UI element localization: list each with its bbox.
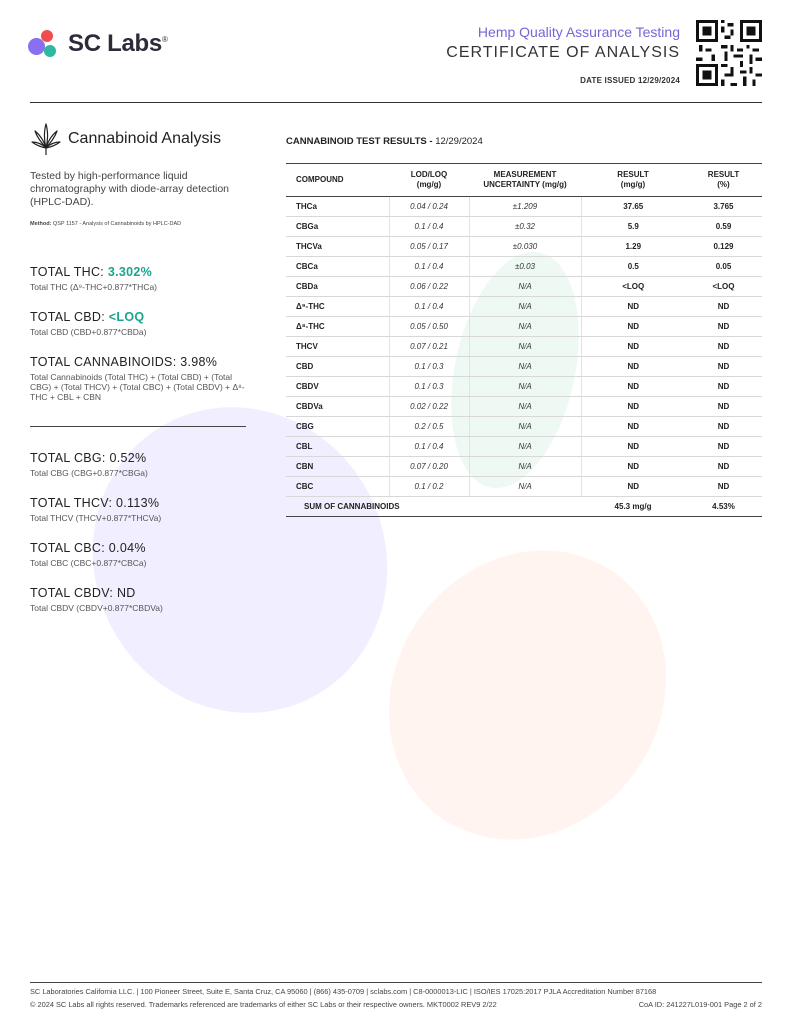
- table-row: [286, 357, 762, 377]
- total-cannabinoids: TOTAL CANNABINOIDS: 3.98%: [30, 355, 218, 369]
- method-line: Method: QSP 1157 - Analysis of Cannabinoids by HPLC-DAD: [30, 221, 182, 227]
- table-row: [286, 377, 762, 397]
- total-thcv-block: [30, 496, 252, 523]
- cell-lodloq: 0.05 / 0.50: [389, 317, 469, 337]
- results-title: CANNABINOID TEST RESULTS - 12/29/2024: [286, 136, 483, 147]
- logo-text: SC Labs®: [68, 30, 168, 57]
- table-row: [286, 237, 762, 257]
- cell-uncertainty: N/A: [469, 457, 581, 477]
- cell-pct: ND: [685, 297, 762, 317]
- total-cbdv-block: [30, 586, 252, 613]
- cell-compound: CBGa: [286, 217, 389, 237]
- total-thc: TOTAL THC: 3.302%: [30, 265, 153, 279]
- total-cannabinoids-note: Total Cannabinoids (Total THC) + (Total CBD) + (Total CBG) + (Total THCV) + (Total CBC) + (Total CBDV) + Δ⁸-THC + CBL + CBN: [30, 372, 245, 402]
- cell-lodloq: 0.2 / 0.5: [389, 417, 469, 437]
- section-heading: [30, 122, 252, 156]
- cell-lodloq: 0.05 / 0.17: [389, 237, 469, 257]
- cell-lodloq: 0.1 / 0.4: [389, 297, 469, 317]
- table-row: [286, 397, 762, 417]
- cell-mg: ND: [581, 377, 685, 397]
- cell-lodloq: 0.06 / 0.22: [389, 277, 469, 297]
- cell-pct: 0.59: [685, 217, 762, 237]
- cell-uncertainty: N/A: [469, 317, 581, 337]
- cell-compound: THCa: [286, 197, 389, 217]
- total-cbc: TOTAL CBC: 0.04%: [30, 541, 146, 555]
- cell-pct: ND: [685, 377, 762, 397]
- page-header: [24, 18, 768, 98]
- table-row: [286, 297, 762, 317]
- cell-uncertainty: N/A: [469, 477, 581, 497]
- cell-compound: THCVa: [286, 237, 389, 257]
- table-header-row: [286, 164, 762, 197]
- cell-lodloq: 0.07 / 0.21: [389, 337, 469, 357]
- cell-uncertainty: N/A: [469, 277, 581, 297]
- cannabis-leaf-icon: [30, 122, 62, 156]
- cell-mg: 0.5: [581, 257, 685, 277]
- cell-mg: <LOQ: [581, 277, 685, 297]
- watermark-peach-shape: [333, 496, 722, 894]
- cell-pct: ND: [685, 417, 762, 437]
- total-cannabinoids-block: [30, 355, 252, 402]
- total-cbg-block: [30, 451, 252, 478]
- cell-uncertainty: N/A: [469, 297, 581, 317]
- col-result-pct: RESULT (%): [685, 164, 762, 197]
- cell-mg: 1.29: [581, 237, 685, 257]
- cell-lodloq: 0.04 / 0.24: [389, 197, 469, 217]
- cell-uncertainty: N/A: [469, 377, 581, 397]
- cell-uncertainty: N/A: [469, 417, 581, 437]
- cell-pct: ND: [685, 337, 762, 357]
- results-body: [286, 197, 762, 517]
- cell-uncertainty: N/A: [469, 337, 581, 357]
- total-cbc-note: Total CBC (CBC+0.877*CBCa): [30, 558, 147, 568]
- cell-lodloq: 0.1 / 0.4: [389, 437, 469, 457]
- total-thcv: TOTAL THCV: 0.113%: [30, 496, 160, 510]
- section-title: Cannabinoid Analysis: [68, 130, 221, 147]
- cell-compound: CBDa: [286, 277, 389, 297]
- sum-row: [286, 497, 762, 517]
- cell-lodloq: 0.1 / 0.4: [389, 257, 469, 277]
- total-cbdv: TOTAL CBDV: ND: [30, 586, 136, 600]
- cell-lodloq: 0.1 / 0.2: [389, 477, 469, 497]
- total-cbd-note: Total CBD (CBD+0.877*CBDa): [30, 327, 147, 337]
- cell-compound: CBDVa: [286, 397, 389, 417]
- cell-mg: ND: [581, 477, 685, 497]
- cell-compound: CBG: [286, 417, 389, 437]
- cell-mg: ND: [581, 417, 685, 437]
- header-title: CERTIFICATE OF ANALYSIS: [446, 44, 680, 61]
- table-row: [286, 457, 762, 477]
- total-cbc-block: [30, 541, 252, 568]
- results-table: [286, 163, 762, 517]
- cell-mg: ND: [581, 437, 685, 457]
- method-description: Tested by high-performance liquid chromatography with diode-array detection (HPLC-DAD).: [30, 170, 230, 208]
- cell-uncertainty: ±0.32: [469, 217, 581, 237]
- cell-compound: CBC: [286, 477, 389, 497]
- cell-pct: 0.05: [685, 257, 762, 277]
- cell-mg: ND: [581, 337, 685, 357]
- table-row: [286, 257, 762, 277]
- cell-uncertainty: ±1.209: [469, 197, 581, 217]
- cell-mg: ND: [581, 397, 685, 417]
- cell-lodloq: 0.1 / 0.4: [389, 217, 469, 237]
- table-row: [286, 477, 762, 497]
- total-thc-note: Total THC (Δ⁹-THC+0.877*THCa): [30, 282, 158, 292]
- footer-coa-id: CoA ID: 241227L019-001 Page 2 of 2: [638, 1000, 762, 1009]
- header-titles: [446, 24, 680, 85]
- cell-mg: ND: [581, 357, 685, 377]
- analysis-summary: [30, 122, 252, 613]
- total-cbd-block: [30, 310, 252, 337]
- total-cbdv-note: Total CBDV (CBDV+0.877*CBDVa): [30, 603, 163, 613]
- cell-pct: 0.129: [685, 237, 762, 257]
- cell-lodloq: 0.1 / 0.3: [389, 357, 469, 377]
- test-results-section: [286, 136, 762, 517]
- cell-lodloq: 0.07 / 0.20: [389, 457, 469, 477]
- cell-lodloq: 0.1 / 0.3: [389, 377, 469, 397]
- page-footer: [30, 982, 762, 1009]
- total-cbd: TOTAL CBD: <LOQ: [30, 310, 145, 324]
- summary-divider: [30, 426, 246, 427]
- cell-compound: Δ⁹-THC: [286, 297, 389, 317]
- table-row: [286, 317, 762, 337]
- cell-mg: 37.65: [581, 197, 685, 217]
- total-cbg: TOTAL CBG: 0.52%: [30, 451, 147, 465]
- cell-uncertainty: N/A: [469, 397, 581, 417]
- total-thcv-note: Total THCV (THCV+0.877*THCVa): [30, 513, 162, 523]
- cell-pct: ND: [685, 437, 762, 457]
- table-row: [286, 337, 762, 357]
- footer-bottom: [30, 1000, 762, 1009]
- footer-address: SC Laboratories California LLC. | 100 Pioneer Street, Suite E, Santa Cruz, CA 95060 | (866) 435-0709 | sclabs.com | C8-0000013-LIC | ISO/IES 17025:2017 PJLA Accreditation Number 87168: [30, 987, 657, 996]
- col-uncertainty: MEASUREMENT UNCERTAINTY (mg/g): [469, 164, 581, 197]
- sum-pct: 4.53%: [685, 497, 762, 517]
- table-row: [286, 437, 762, 457]
- sc-labs-logo[interactable]: [26, 26, 168, 62]
- cell-mg: ND: [581, 457, 685, 477]
- cell-pct: ND: [685, 477, 762, 497]
- header-subtitle: Hemp Quality Assurance Testing: [477, 24, 680, 40]
- table-row: [286, 417, 762, 437]
- cell-pct: ND: [685, 357, 762, 377]
- cell-mg: ND: [581, 317, 685, 337]
- total-cbg-note: Total CBG (CBG+0.877*CBGa): [30, 468, 148, 478]
- footer-copyright: © 2024 SC Labs all rights reserved. Trademarks referenced are trademarks of either SC Labs or their respective owners. MKT0002 REV9 2/22: [30, 1000, 497, 1009]
- col-result-mg: RESULT (mg/g): [581, 164, 685, 197]
- date-issued: DATE ISSUED 12/29/2024: [580, 76, 680, 85]
- cell-uncertainty: N/A: [469, 437, 581, 457]
- cell-pct: ND: [685, 457, 762, 477]
- table-row: [286, 197, 762, 217]
- cell-pct: 3.765: [685, 197, 762, 217]
- cell-mg: ND: [581, 297, 685, 317]
- sum-mg: 45.3 mg/g: [581, 497, 685, 517]
- total-thc-block: [30, 265, 252, 292]
- cell-mg: 5.9: [581, 217, 685, 237]
- cell-compound: Δ⁸-THC: [286, 317, 389, 337]
- table-row: [286, 217, 762, 237]
- cell-compound: CBDV: [286, 377, 389, 397]
- cell-compound: CBL: [286, 437, 389, 457]
- cell-compound: CBCa: [286, 257, 389, 277]
- col-compound: COMPOUND: [286, 164, 389, 197]
- qr-code-icon[interactable]: [696, 20, 762, 86]
- logo-dots-icon: [26, 26, 62, 62]
- cell-uncertainty: ±0.03: [469, 257, 581, 277]
- cell-compound: THCV: [286, 337, 389, 357]
- header-divider: [30, 102, 762, 103]
- cell-compound: CBD: [286, 357, 389, 377]
- cell-compound: CBN: [286, 457, 389, 477]
- sum-label: SUM OF CANNABINOIDS: [286, 497, 581, 517]
- cell-uncertainty: N/A: [469, 357, 581, 377]
- cell-uncertainty: ±0.030: [469, 237, 581, 257]
- col-lodloq: LOD/LOQ (mg/g): [389, 164, 469, 197]
- cell-lodloq: 0.02 / 0.22: [389, 397, 469, 417]
- table-row: [286, 277, 762, 297]
- cell-pct: ND: [685, 397, 762, 417]
- cell-pct: <LOQ: [685, 277, 762, 297]
- cell-pct: ND: [685, 317, 762, 337]
